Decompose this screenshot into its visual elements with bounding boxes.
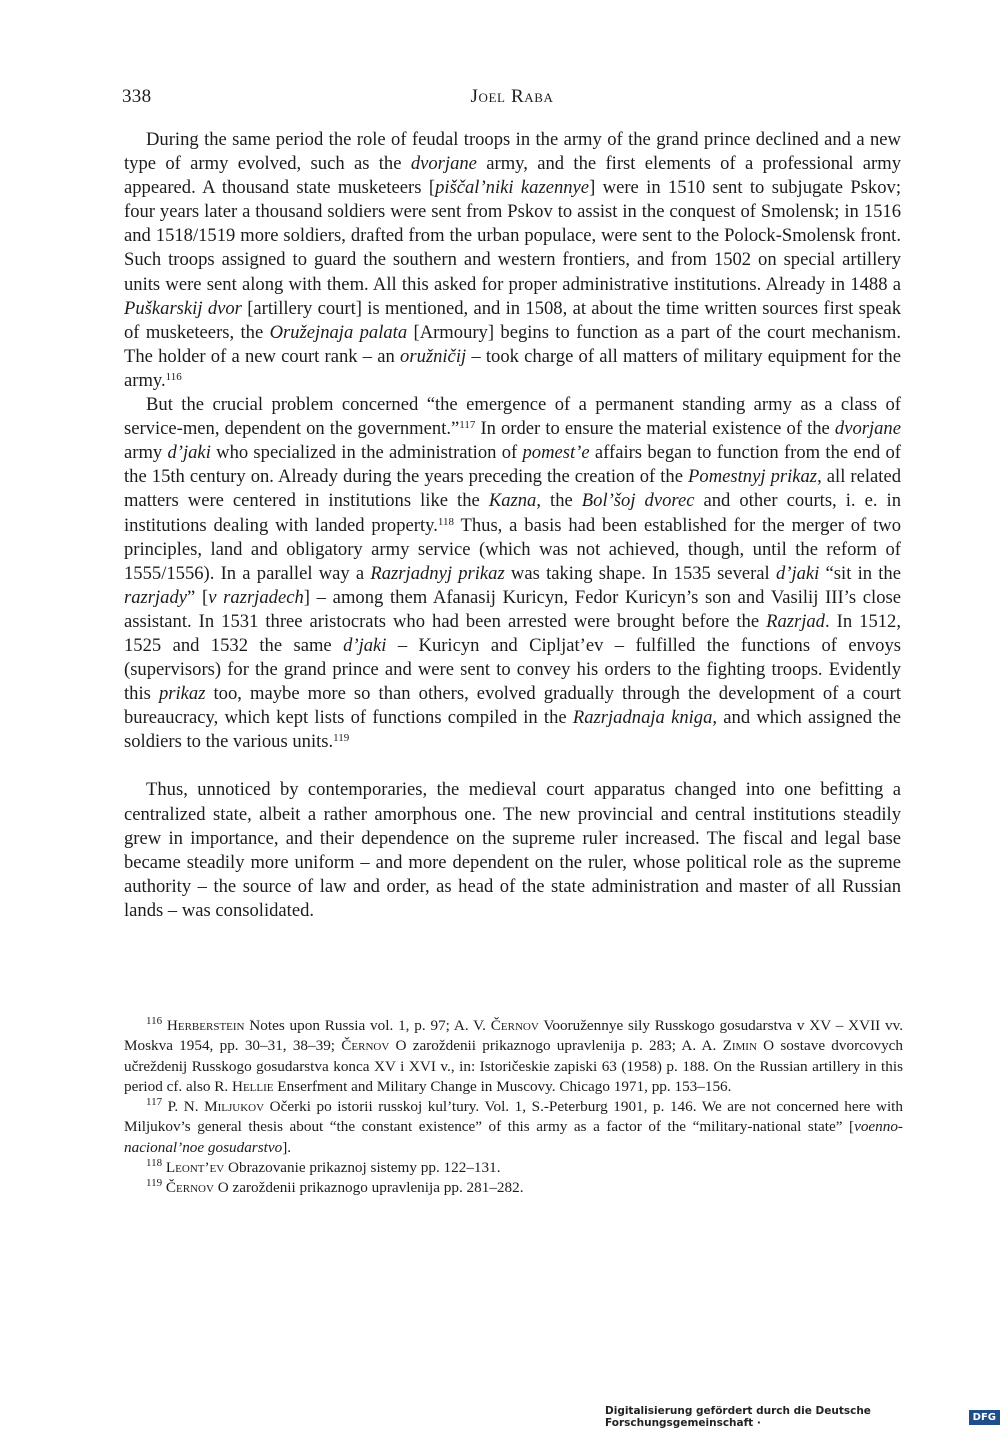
body-text — [124, 128, 901, 923]
text-run: But the crucial problem concerned “the emergence of a permanent standing army as a class of service-men, dependent on the government.” — [124, 394, 901, 440]
italic-term: oružničij — [400, 345, 467, 367]
italic-term: prikaz — [158, 683, 206, 705]
text-run: O zaroždenii prikaznogo upravlenija p. 283; A. A. — [389, 1037, 723, 1055]
italic-term: Puškarskij dvor — [124, 297, 242, 319]
page-header — [122, 86, 902, 116]
italic-term: pomest’e — [522, 442, 590, 464]
author-name: Herberstein — [166, 1017, 245, 1034]
paragraph — [124, 393, 901, 754]
footnote-ref: 118 — [437, 515, 454, 528]
footer-text: Digitalisierung gefördert durch die Deutsche Forschungsgemeinschaft · — [605, 1405, 871, 1429]
author-name: Leont’ev — [165, 1159, 225, 1177]
text-run: , all related matters were centered in institutions like the — [124, 466, 902, 512]
dfg-logo: DFG — [969, 1410, 1000, 1425]
italic-term: Bol’šoj dvorec — [581, 490, 695, 512]
text-run: army, and the first elements of a professional army appeared. A thousand state musketeers [ — [124, 153, 901, 199]
text-run: ]. — [282, 1138, 292, 1156]
text-run: too, maybe more so than others, evolved gradually through the development of a court bureaucracy, which kept lists of functions compiled in the — [124, 683, 901, 729]
author-name: Černov — [490, 1017, 539, 1034]
footnote-118 — [124, 1158, 903, 1178]
text-run: Thus, unnoticed by contemporaries, the medieval court apparatus changed into one befitting a centralized state, albeit a rather amorphous one. The new provincial and central institutions steadily grew in importance, and their dependence on the supreme ruler increased. The fiscal and legal base became steadily more uniform – and more dependent on the ruler, whose political role as the supreme authority – the source of law and order, as head of the state administration and master of all Russian lands – was consolidated. — [124, 779, 901, 921]
author-name: Černov — [165, 1179, 214, 1197]
italic-term: d’jaki — [775, 562, 820, 584]
footnote-116 — [124, 1016, 903, 1097]
text-run: , the — [536, 490, 582, 512]
text-run: who specialized in the administration of — [210, 442, 523, 464]
author-name: Černov — [341, 1037, 390, 1055]
text-run: [artillery court] is mentioned, and in 1508, at about the time written sources first speak of musketeers, the — [124, 297, 901, 343]
footnote-ref: 117 — [146, 1096, 163, 1109]
text-run: ] – among them Afanasij Kuricyn, Fedor Kuricyn’s son and Vasilij III’s close assistant. In 1531 three aristocrats who had been arrested were brought before the — [124, 586, 901, 632]
author-name: Miljukov — [204, 1098, 265, 1116]
text-run: Obrazovanie prikaznoj sistemy pp. 122–131. — [224, 1159, 501, 1177]
text-run: – took charge of all matters of military equipment for the army. — [124, 345, 901, 391]
text-run: In order to ensure the material existence of the — [475, 418, 835, 440]
text-run: Očerki po istorii russkoj kul’tury. Vol. 1, S.-Peterburg 1901, p. 146. We are not concerned here with Miljukov’s general thesis about “the constant existence” of this army as a factor of the “military-national state” [ — [124, 1098, 903, 1136]
text-run: – Kuricyn and Cipljat’ev – fulfilled the functions of envoys (supervisors) for the grand prince and were sent to convey his orders to the fighting troops. Evidently this — [124, 634, 902, 705]
footnote-ref: 116 — [165, 370, 182, 383]
italic-term: Kazna — [488, 490, 537, 512]
italic-term: voenno-nacional’noe gosudarstvo — [124, 1118, 903, 1156]
author-name: Zimin — [722, 1037, 757, 1055]
italic-term: dvorjane — [834, 418, 901, 440]
italic-term: Pomestnyj prikaz — [688, 466, 818, 488]
italic-term: dvorjane — [410, 153, 477, 175]
text-run: ] were in 1510 sent to subjugate Pskov; four years later a thousand soldiers were sent from Pskov to assist in the conquest of Smolensk; in 1516 and 1518/1519 more soldiers, drafted from the urban populace, were sent to the Polock-Smolensk front. Such troops assigned to guard the southern and western frontiers, and from 1502 on special artillery units were sent along with them. All this asked for proper administrative institutions. Already in 1488 a — [124, 177, 901, 295]
footnote-119 — [124, 1178, 903, 1198]
running-head: Joel Raba — [470, 86, 554, 107]
text-run: Enserfment and Military Change in Muscovy. Chicago 1971, pp. 153–156. — [273, 1077, 732, 1095]
page-number: 338 — [122, 86, 152, 107]
italic-term: piščal’niki kazennye — [435, 177, 590, 199]
text-run: was taking shape. In 1535 several — [504, 562, 776, 584]
text-run: . In 1512, 1525 and 1532 the same — [124, 610, 901, 656]
paragraph — [124, 128, 901, 393]
italic-term: razrjady — [124, 586, 188, 608]
text-run: , and which assigned the soldiers to the various units. — [124, 707, 902, 753]
footnotes — [124, 1016, 903, 1199]
text-run: O sostave dvorcovych učreždenij Russkogo gosudarstva konca XV i XVI v., in: Istoričeskie zapiski 63 (1958) p. 188. On the Russian artillery in this period cf. also R. — [124, 1037, 904, 1095]
footnote-ref: 119 — [146, 1177, 163, 1190]
text-run: “sit in the — [819, 562, 901, 584]
digitization-footer — [605, 1406, 1000, 1428]
text-run: Thus, a basis had been established for the merger of two principles, land and obligatory army service (which was not achieved, though, until the reform of 1555/1556). In a parallel way a — [124, 514, 901, 584]
text-run: and other courts, i. e. in institutions dealing with landed property. — [124, 490, 901, 536]
italic-term: Razrjadnyj prikaz — [370, 562, 505, 584]
footnote-ref: 119 — [333, 732, 350, 745]
text-run: P. N. — [162, 1098, 205, 1116]
text-run: ” [ — [187, 586, 209, 608]
text-run: During the same period the role of feudal troops in the army of the grand prince declined and a new type of army evolved, such as the — [124, 129, 901, 175]
text-run: Vooružennye sily Russkogo gosudarstva v XV – XVII vv. Moskva 1954, pp. 30–31, 38–39; — [124, 1017, 903, 1055]
italic-term: Razrjad — [766, 610, 825, 632]
author-name: Hellie — [231, 1077, 274, 1095]
italic-term: v razrjadech — [208, 586, 304, 608]
footnote-ref: 117 — [459, 419, 476, 432]
italic-term: d’jaki — [343, 634, 387, 656]
text-run: Notes upon Russia vol. 1, p. 97; A. V. — [244, 1017, 491, 1034]
italic-term: Oružejnaja palata — [269, 321, 408, 343]
footnote-117 — [124, 1097, 903, 1158]
paragraph — [124, 778, 901, 923]
text-run: affairs began to function from the end of the 15th century on. Already during the years preceding the creation of the — [124, 442, 902, 488]
italic-term: d’jaki — [167, 442, 211, 464]
text-run: O zaroždenii prikaznogo upravlenija pp. 281–282. — [213, 1179, 524, 1197]
footnote-ref: 118 — [146, 1157, 163, 1170]
text-run: army — [124, 442, 168, 464]
footnote-ref: 116 — [146, 1015, 163, 1027]
italic-term: Razrjadnaja kniga — [572, 707, 713, 729]
text-run: [Armoury] begins to function as a part of the court mechanism. The holder of a new court rank – an — [124, 321, 901, 367]
